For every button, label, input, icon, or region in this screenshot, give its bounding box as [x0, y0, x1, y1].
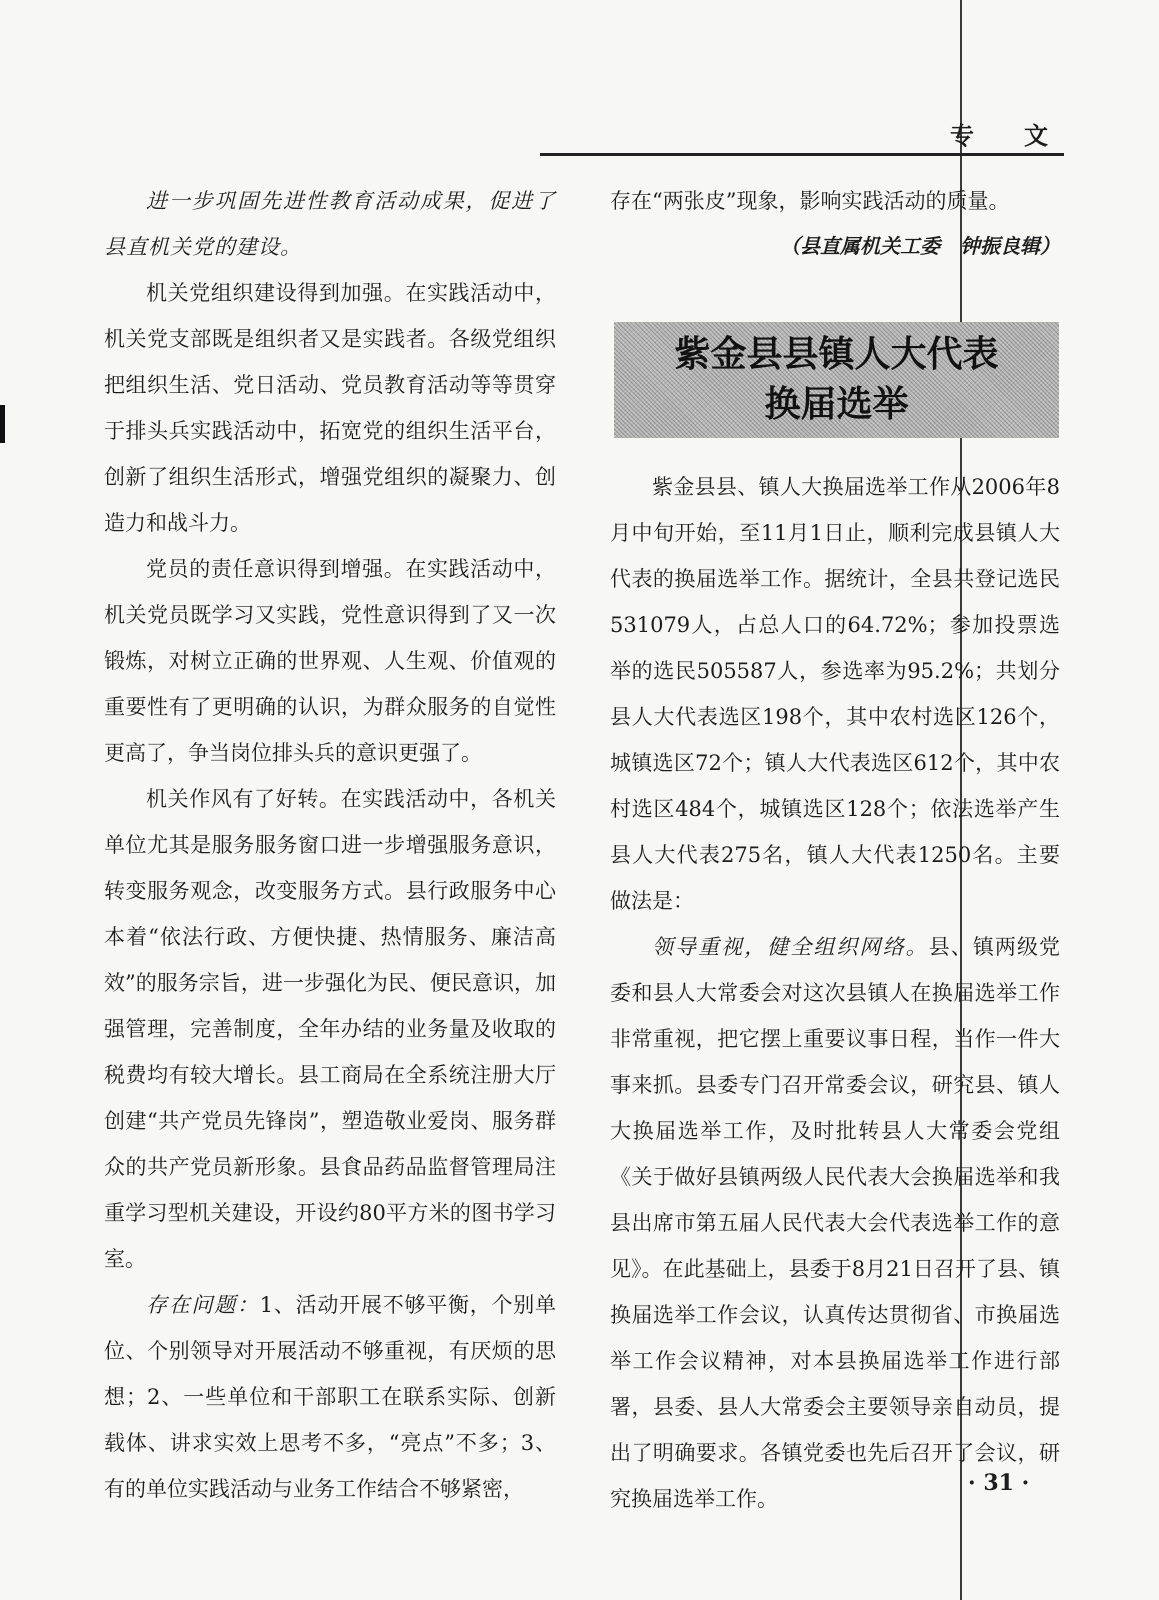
right-column — [610, 464, 1060, 1522]
paragraph — [610, 924, 1060, 1522]
paragraph-lead: 存在问题： — [146, 1293, 260, 1317]
left-column — [104, 178, 556, 1512]
header-rule — [540, 153, 1064, 156]
page-number: · 31 · — [968, 1470, 1030, 1496]
section-label — [950, 116, 1050, 151]
paragraph: 存在“两张皮”现象，影响实践活动的质量。 — [610, 189, 1010, 213]
paragraph-body: 县、镇两级党委和县人大常委会对这次县镇人在换届选举工作非常重视，把它摆上重要议事日程，当作一件大事来抓。县委专门召开常委会议，研究县、镇人大换届选举工作，及时批转县人大常委会党组《关于做好县镇两级人民代表大会换届选举和我县出席市第五届人民代表大会代表选举工作的意见》。在此基础上，县委于8月21日召开了县、镇换届选举工作会议，认真传达贯彻省、市换届选举工作会议精神，对本县换届选举工作进行部署，县委、县人大常委会主要领导亲自动员，提出了明确要求。各镇党委也先后召开了会议，研究换届选举工作。 — [610, 935, 1061, 1511]
section-label-char: 文 — [1024, 122, 1050, 150]
paragraph: 机关党组织建设得到加强。在实践活动中，机关党支部既是组织者又是实践者。各级党组织把组织生活、党日活动、党员教育活动等等贯穿于排头兵实践活动中，拓宽党的组织生活平台，创新了组织生活形式，增强党组织的凝聚力、创造力和战斗力。 — [104, 281, 556, 535]
paragraph: 紫金县县、镇人大换届选举工作从2006年8月中旬开始，至11月1日止，顺利完成县镇人大代表的换届选举工作。据统计，全县共登记选民531079人，占总人口的64.72%；参加投票选举的选民505587人，参选率为95.2%；共划分县人大代表选区198个，其中农村选区126个，城镇选区72个；镇人大代表选区612个，其中农村选区484个，城镇选区128个；依法选举产生县人大代表275名，镇人大代表1250名。主要做法是： — [610, 475, 1060, 913]
article-title — [614, 322, 1059, 438]
article-title-line: 紫金县县镇人大代表 — [674, 334, 999, 375]
byline: （县直属机关工委 钟振良辑） — [780, 234, 1060, 258]
article-title-line: 换届选举 — [764, 384, 909, 425]
paragraph: 机关作风有了好转。在实践活动中，各机关单位尤其是服务服务窗口进一步增强服务意识，转变服务观念，改变服务方式。县行政服务中心本着“依法行政、方便快捷、热情服务、廉洁高效”的服务宗旨，进一步强化为民、便民意识，加强管理，完善制度，全年办结的业务量及收取的税费均有较大增长。县工商局在全系统注册大厅创建“共产党员先锋岗”，塑造敬业爱岗、服务群众的共产党员新形象。县食品药品监督管理局注重学习型机关建设，开设约80平方米的图书学习室。 — [104, 787, 556, 1271]
paragraph-body: 1、活动开展不够平衡，个别单位、个别领导对开展活动不够重视，有厌烦的思想；2、一些单位和干部职工在联系实际、创新载体、讲求实效上思考不多，“亮点”不多；3、有的单位实践活动与业务工作结合不够紧密， — [104, 1293, 556, 1501]
section-label-char: 专 — [950, 122, 976, 150]
binding-mark — [0, 405, 5, 443]
paragraph-lead: 领导重视，健全组织网络。 — [652, 935, 929, 959]
paragraph: 进一步巩固先进性教育活动成果，促进了县直机关党的建设。 — [104, 189, 556, 259]
right-column-continuation — [610, 178, 1060, 224]
paragraph — [104, 1282, 556, 1512]
paragraph: 党员的责任意识得到增强。在实践活动中，机关党员既学习又实践，党性意识得到了又一次锻炼，对树立正确的世界观、人生观、价值观的重要性有了更明确的认识，为群众服务的自觉性更高了，争当岗位排头兵的意识更强了。 — [104, 557, 556, 765]
